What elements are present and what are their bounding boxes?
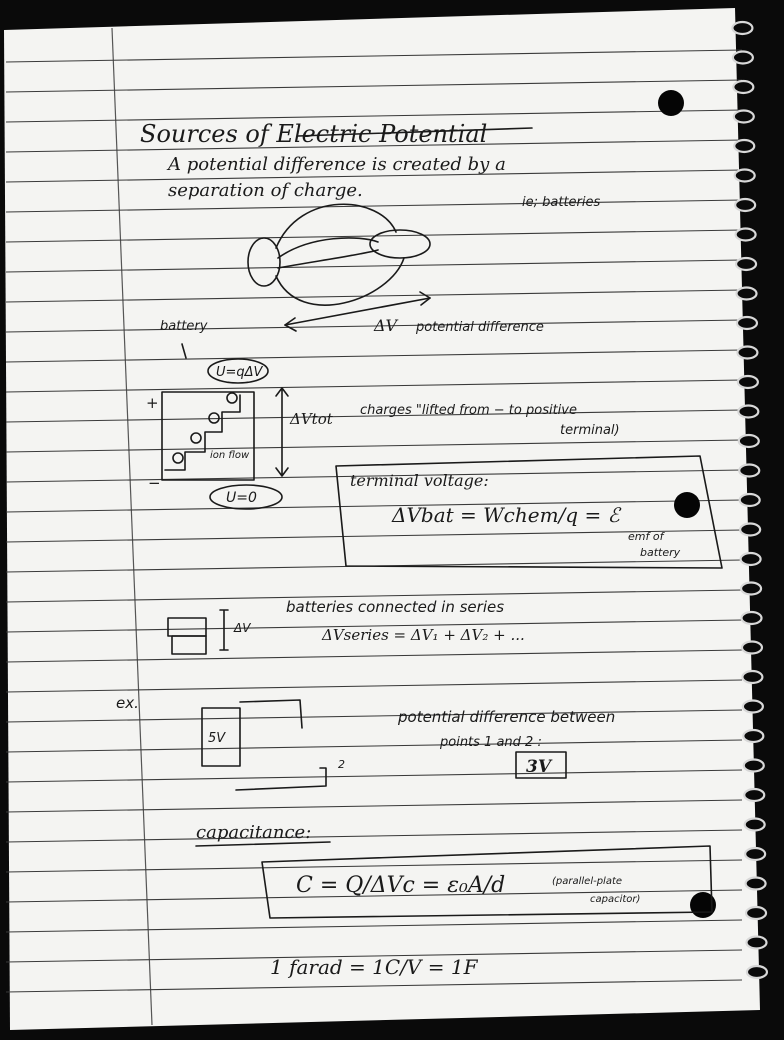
emf-note-2: battery — [640, 546, 681, 559]
intro-line-2: separation of charge. — [168, 180, 363, 201]
example-battery: 5V — [208, 731, 226, 746]
spiral-coil — [746, 907, 766, 919]
spiral-coil — [743, 730, 763, 742]
spiral-coil — [733, 52, 753, 64]
u-bottom: U=0 — [226, 490, 257, 506]
spiral-coil — [744, 789, 764, 801]
spiral-coil — [739, 435, 759, 447]
delta-v-label: ΔV — [374, 316, 398, 335]
capacitance-note-1: (parallel-plate — [552, 876, 623, 887]
minus-sign: − — [148, 474, 161, 492]
spiral-coil — [738, 406, 758, 418]
u-top: U=qΔV — [216, 365, 263, 380]
spiral-coil — [735, 170, 755, 182]
spiral-coil — [734, 111, 754, 123]
emf-note-1: emf of — [628, 530, 664, 543]
spiral-coil — [740, 524, 760, 536]
spiral-coil — [742, 642, 762, 654]
spiral-coil — [744, 760, 764, 772]
spiral-coil — [738, 376, 758, 388]
charges-line-1: charges "lifted from − to positive — [360, 403, 577, 418]
spiral-coil — [743, 701, 763, 713]
spiral-coil — [736, 258, 756, 270]
spiral-coil — [741, 583, 761, 595]
series-heading: batteries connected in series — [286, 598, 505, 616]
page-title: Sources of Electric Potential — [140, 120, 488, 148]
farad-line: 1 farad = 1C/V = 1F — [270, 955, 478, 979]
delta-v-tot: ΔVtot — [290, 410, 333, 428]
series-side-label: ΔV — [234, 621, 251, 635]
spiral-coil — [735, 199, 755, 211]
spiral-coil — [747, 966, 767, 978]
spiral-coil — [739, 465, 759, 477]
spiral-coil — [740, 494, 760, 506]
hole-punch — [674, 492, 700, 518]
example-label: ex. — [116, 694, 139, 712]
terminal-voltage-heading: terminal voltage: — [350, 471, 489, 490]
spiral-coil — [737, 288, 757, 300]
capacitance-formula: C = Q/ΔVc = ε₀A/d — [296, 873, 506, 898]
spiral-coil — [747, 937, 767, 949]
example-question-2: points 1 and 2 : — [440, 735, 542, 750]
spiral-coil — [742, 612, 762, 624]
field-note: ie; batteries — [522, 195, 601, 210]
spiral-coil — [742, 671, 762, 683]
plus-sign: + — [146, 394, 159, 412]
spiral-coil — [737, 347, 757, 359]
battery-label: battery — [160, 319, 208, 334]
example-point: 2 — [338, 758, 345, 771]
series-formula: ΔVseries = ΔV₁ + ΔV₂ + ... — [322, 626, 525, 644]
spiral-coil — [746, 878, 766, 890]
spiral-coil — [736, 229, 756, 241]
ion-flow: ion flow — [210, 450, 250, 461]
spiral-coil — [732, 22, 752, 34]
charges-line-2: terminal) — [560, 423, 620, 438]
spiral-coil — [741, 553, 761, 565]
spiral-coil — [737, 317, 757, 329]
potential-difference-label: potential difference — [416, 320, 544, 335]
example-question-1: potential difference between — [398, 708, 616, 726]
intro-line-1: A potential difference is created by a — [168, 154, 506, 175]
terminal-voltage-formula: ΔVbat = Wchem/q = ℰ — [392, 503, 620, 527]
spiral-coil — [745, 848, 765, 860]
capacitance-heading: capacitance: — [196, 822, 312, 843]
capacitance-note-2: capacitor) — [590, 894, 641, 905]
spiral-coil — [734, 140, 754, 152]
spiral-coil — [745, 819, 765, 831]
hole-punch — [658, 90, 684, 116]
spiral-coil — [733, 81, 753, 93]
example-answer: 3V — [526, 757, 552, 777]
